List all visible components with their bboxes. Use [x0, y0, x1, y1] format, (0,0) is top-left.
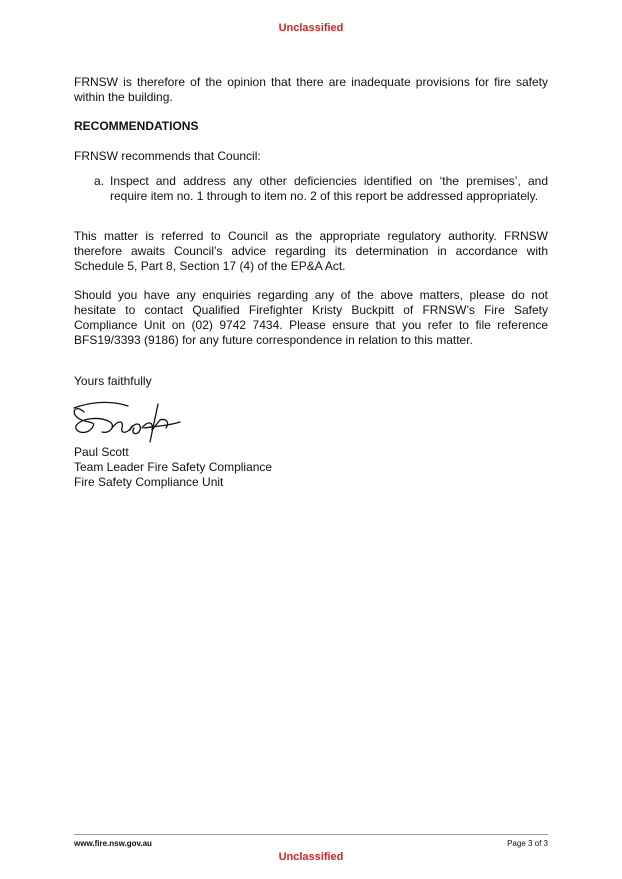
paragraph-enquiries: Should you have any enquiries regarding any of the above matters, please do not hesitate to contact Qualified Firefighter Kristy Buckpitt of FRNSW’s Fire Safety Compliance Unit on (02) 9742 7434. Please ensure that you refer to file reference BFS19/3393 (9186) for any future correspondence in relation to this matter. [74, 288, 548, 347]
footer-website-link[interactable]: www.fire.nsw.gov.au [74, 839, 152, 848]
signature-image [70, 398, 182, 444]
paragraph-opinion: FRNSW is therefore of the opinion that there are inadequate provisions for fire safety within the building. [74, 75, 548, 104]
signatory-name: Paul Scott [74, 445, 129, 459]
classification-footer: Unclassified [278, 851, 344, 863]
paragraph-referred: This matter is referred to Council as the appropriate regulatory authority. FRNSW therefore awaits Council’s advice regarding its determination in accordance with Schedule 5, Part 8, Section 17 (4) of the EP&A Act. [74, 229, 548, 273]
recommendation-text: Inspect and address any other deficiencies identified on ‘the premises’, and require item no. 1 through to item no. 2 of this report be addressed appropriately. [110, 174, 548, 203]
recommendation-item [94, 174, 548, 204]
signatory-unit: Fire Safety Compliance Unit [74, 475, 224, 489]
paragraph-recommends: FRNSW recommends that Council: [74, 149, 261, 163]
footer-divider [74, 834, 548, 835]
closing-salutation: Yours faithfully [74, 374, 152, 388]
signatory-title: Team Leader Fire Safety Compliance [74, 460, 273, 474]
classification-header: Unclassified [278, 22, 344, 34]
recommendations-heading: RECOMMENDATIONS [74, 119, 199, 133]
list-marker: a. [94, 174, 105, 188]
footer-page-number: Page 3 of 3 [507, 839, 548, 848]
